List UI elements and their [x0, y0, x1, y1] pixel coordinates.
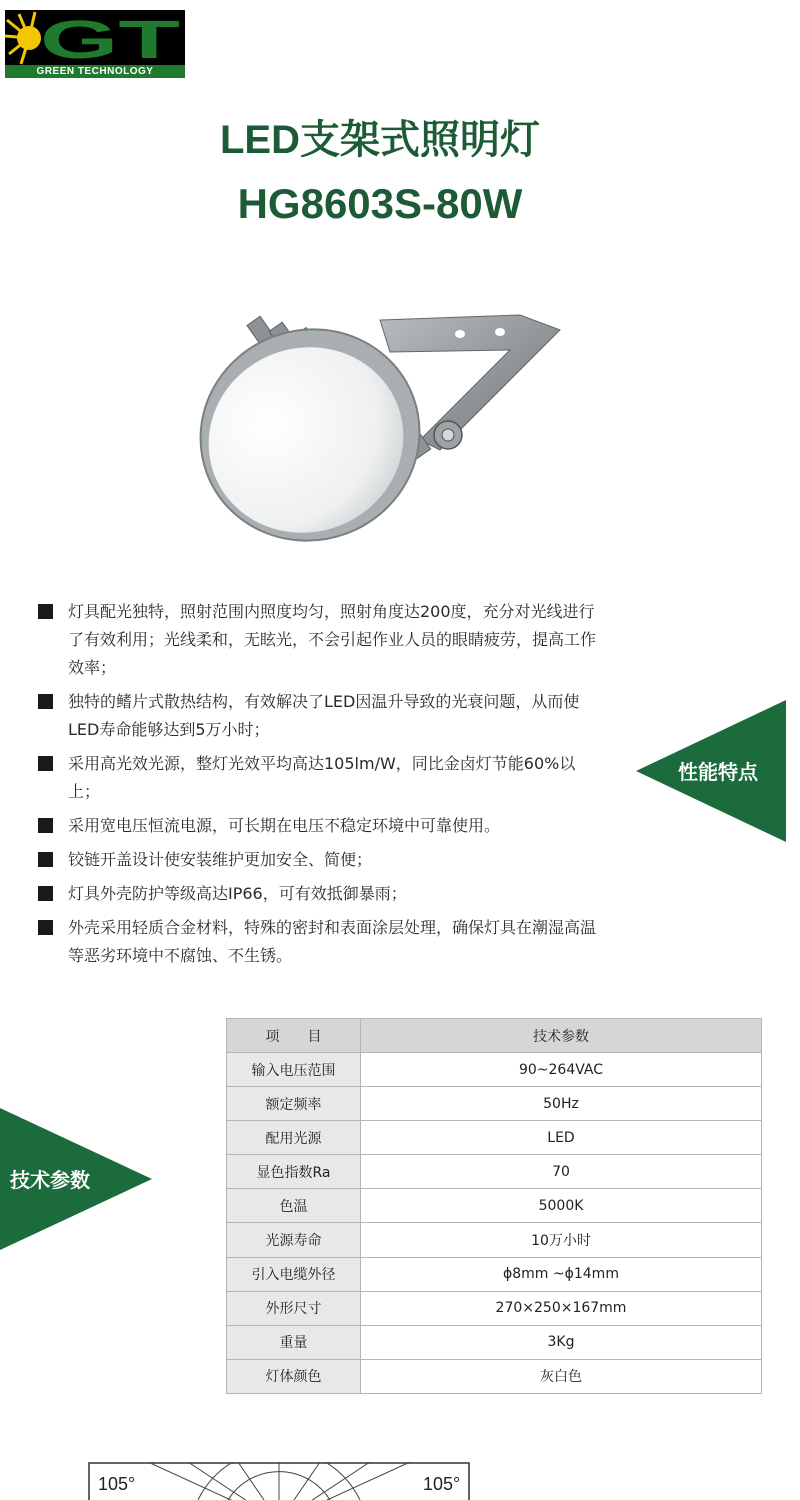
- feature-text: 铰链开盖设计使安装维护更加安全、简便；: [68, 850, 373, 869]
- spec-value: 70: [361, 1155, 762, 1189]
- spec-key: 额定频率: [227, 1087, 361, 1121]
- spec-key: 外形尺寸: [227, 1291, 361, 1325]
- spec-value: 5000K: [361, 1189, 762, 1223]
- table-row: [227, 1155, 762, 1189]
- spec-key: 色温: [227, 1189, 361, 1223]
- square-bullet-icon: [38, 694, 53, 709]
- square-bullet-icon: [38, 886, 53, 901]
- feature-item: [38, 812, 598, 840]
- table-row: [227, 1325, 762, 1359]
- logo-letters: [35, 12, 185, 64]
- light-distribution-polar-chart: [88, 1462, 470, 1500]
- technical-tag-label: 技术参数: [10, 1168, 90, 1192]
- spec-key: 引入电缆外径: [227, 1257, 361, 1291]
- feature-item: [38, 750, 598, 806]
- square-bullet-icon: [38, 604, 53, 619]
- spec-value: 50Hz: [361, 1087, 762, 1121]
- table-row: [227, 1189, 762, 1223]
- spec-value: 灰白色: [361, 1359, 762, 1393]
- technical-section-tag: [0, 1108, 152, 1250]
- performance-section-tag: [636, 700, 786, 842]
- table-row: [227, 1121, 762, 1155]
- feature-text: 外壳采用轻质合金材料，特殊的密封和表面涂层处理，确保灯具在潮湿高温等恶劣环境中不腐蚀、不生锈。: [68, 918, 597, 965]
- performance-tag-label: 性能特点: [678, 760, 758, 784]
- product-lamp-image: [190, 290, 570, 550]
- header-item: 项 目: [227, 1019, 361, 1053]
- spec-table: [226, 1018, 762, 1394]
- table-row: [227, 1087, 762, 1121]
- spec-key: 重量: [227, 1325, 361, 1359]
- feature-text: 采用高光效光源，整灯光效平均高达105lm/W，同比金卤灯节能60%以上；: [68, 754, 576, 801]
- product-title: LED支架式照明灯: [220, 118, 540, 162]
- square-bullet-icon: [38, 920, 53, 935]
- spec-value: 10万小时: [361, 1223, 762, 1257]
- logo-tagline: GREEN TECHNOLOGY: [5, 65, 185, 78]
- logo-letter-text: GT: [40, 12, 181, 64]
- polar-angle-left: 105°: [98, 1474, 136, 1494]
- square-bullet-icon: [38, 852, 53, 867]
- header-value: 技术参数: [361, 1019, 762, 1053]
- spec-value: LED: [361, 1121, 762, 1155]
- spec-key: 光源寿命: [227, 1223, 361, 1257]
- spec-key: 输入电压范围: [227, 1053, 361, 1087]
- feature-text: 采用宽电压恒流电源，可长期在电压不稳定环境中可靠使用。: [68, 816, 501, 835]
- table-row: [227, 1223, 762, 1257]
- product-model: HG8603S-80W: [237, 180, 523, 227]
- feature-text: 灯具配光独特，照射范围内照度均匀，照射角度达200度，充分对光线进行了有效利用；光线柔和，无眩光，不会引起作业人员的眼睛疲劳，提高工作效率；: [68, 602, 597, 677]
- spec-value: ϕ8mm ~ϕ14mm: [361, 1257, 762, 1291]
- table-row: [227, 1359, 762, 1393]
- feature-text: 独特的鳍片式散热结构，有效解决了LED因温升导致的光衰问题，从而使LED寿命能够达到5万小时；: [68, 692, 580, 739]
- spec-key: 显色指数Ra: [227, 1155, 361, 1189]
- table-header-row: [227, 1019, 762, 1053]
- feature-item: [38, 598, 598, 682]
- feature-list: [38, 598, 598, 976]
- table-row: [227, 1291, 762, 1325]
- spec-key: 配用光源: [227, 1121, 361, 1155]
- square-bullet-icon: [38, 756, 53, 771]
- spec-key: 灯体颜色: [227, 1359, 361, 1393]
- feature-item: [38, 846, 598, 874]
- table-row: [227, 1053, 762, 1087]
- feature-item: [38, 688, 598, 744]
- company-logo: [5, 10, 185, 78]
- feature-item: [38, 914, 598, 970]
- feature-item: [38, 880, 598, 908]
- feature-text: 灯具外壳防护等级高达IP66，可有效抵御暴雨；: [68, 884, 407, 903]
- spec-value: 3Kg: [361, 1325, 762, 1359]
- square-bullet-icon: [38, 818, 53, 833]
- polar-angle-right: 105°: [423, 1474, 461, 1494]
- spec-value: 90~264VAC: [361, 1053, 762, 1087]
- table-row: [227, 1257, 762, 1291]
- spec-value: 270×250×167mm: [361, 1291, 762, 1325]
